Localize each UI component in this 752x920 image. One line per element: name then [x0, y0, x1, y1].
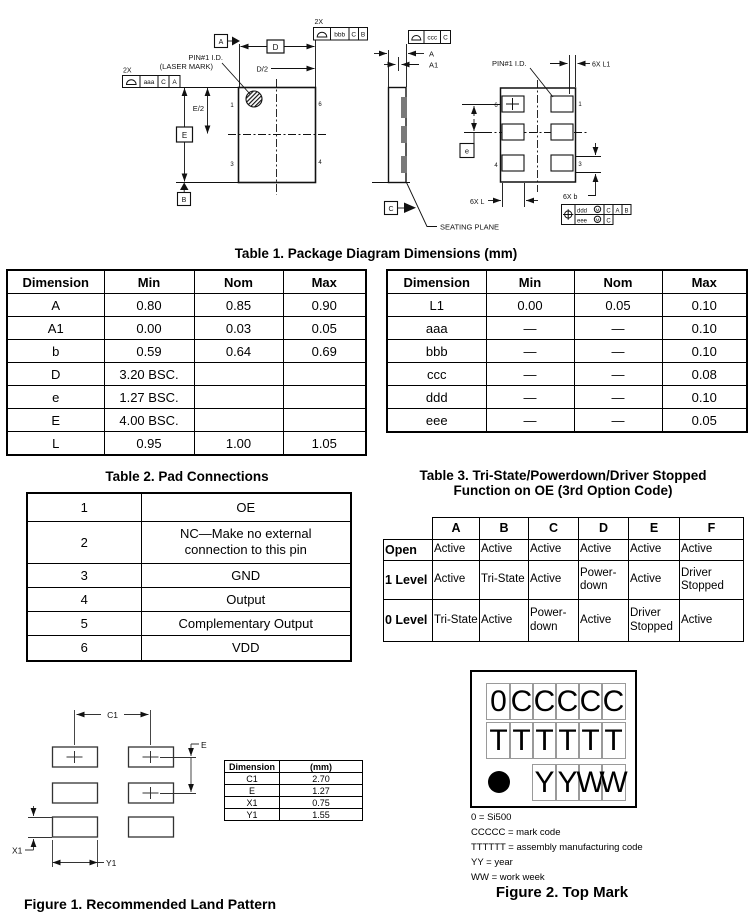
topmark-char: C [555, 683, 580, 720]
topmark-legend [471, 810, 643, 885]
topmark-char: T [555, 722, 580, 759]
laser-mark-label: (LASER MARK) [159, 62, 213, 71]
table-row: A 0.80 0.85 0.90 [7, 294, 366, 317]
table-row: D 3.20 BSC. [7, 363, 366, 386]
table-row: ccc — — 0.08 [387, 363, 747, 386]
table-row: 6 VDD [27, 635, 351, 661]
col-header: Dimension [387, 270, 486, 294]
col-header: Min [486, 270, 574, 294]
topmark-char: C [601, 683, 626, 720]
bottom-view [460, 55, 631, 225]
qty-2x-top: 2X [314, 19, 324, 26]
datum-a-label: A [218, 39, 224, 46]
dim-label-d: D [272, 43, 279, 52]
pin-number: 1 [578, 102, 582, 108]
dim-label-l1: 6X L1 [592, 61, 611, 69]
dim-label-e: E [181, 131, 188, 140]
datum-c-label: C [388, 206, 394, 213]
topmark-box [470, 670, 637, 808]
table-row: 1 OE [27, 493, 351, 521]
figure1-table [224, 760, 363, 821]
table-row: L 0.95 1.00 1.05 [7, 432, 366, 456]
pin-number: 3 [230, 162, 234, 168]
table-row: L1 0.00 0.05 0.10 [387, 294, 747, 317]
col-header: Dimension [7, 270, 104, 294]
fcf-top-tol: bbb [334, 31, 346, 39]
dim-label-e-half: E/2 [192, 104, 204, 113]
fcf-top-d1: C [351, 31, 357, 39]
table3-caption-line2: Function on OE (3rd Option Code) [453, 483, 673, 498]
pin1-id-mark [246, 91, 262, 107]
table3 [383, 517, 744, 642]
fcf-top-d2: B [360, 31, 366, 39]
topmark-char: W [601, 764, 626, 801]
topmark-char: C [509, 683, 534, 720]
pin-number: 4 [494, 163, 498, 169]
legend-line: WW = work week [471, 872, 545, 883]
table-row: X1 0.75 [225, 797, 363, 809]
topmark-char: W [578, 764, 603, 801]
datum-a-triangle [232, 37, 240, 46]
topmark-char: 0 [486, 683, 511, 720]
pin1-dot-icon [488, 771, 510, 793]
col-header: E [629, 518, 680, 540]
qty-2x-left: 2X [123, 67, 132, 75]
mmc-m: M [595, 208, 600, 214]
seating-plane-leader [407, 183, 438, 227]
seating-plane-label: SEATING PLANE [440, 222, 500, 232]
col-header: F [680, 518, 744, 540]
dim-label-l: 6X L [470, 199, 485, 206]
fcf-side-d1: C [443, 34, 448, 42]
package-drawings [0, 0, 752, 245]
table-row: Y1 1.55 [225, 809, 363, 821]
table2 [26, 492, 352, 662]
dim-label-b: 6X b [563, 194, 578, 201]
table-row: ddd — — 0.10 [387, 386, 747, 409]
fcf-pos-d3: B [624, 208, 629, 215]
table2-caption: Table 2. Pad Connections [105, 469, 269, 484]
topmark-char: T [578, 722, 603, 759]
table1-caption: Table 1. Package Diagram Dimensions (mm) [234, 246, 518, 261]
corner-blank [384, 518, 433, 540]
col-header: Nom [194, 270, 283, 294]
fcf-side-tol: ccc [427, 34, 438, 42]
legend-line: CCCCC = mark code [471, 827, 561, 838]
table-row: bbb — — 0.10 [387, 340, 747, 363]
topmark-char: C [532, 683, 557, 720]
dim-label-a1: A1 [429, 60, 439, 70]
datum-b-label: B [181, 197, 187, 204]
table-row: E 4.00 BSC. [7, 409, 366, 432]
fcf-left-d2: A [172, 79, 177, 86]
col-header: Min [104, 270, 194, 294]
fcf-pos-d1: C [606, 208, 611, 215]
fcf-left-tol: aaa [143, 79, 155, 86]
fcf-pos-tol2: eee [577, 218, 588, 225]
col-header: D [579, 518, 629, 540]
legend-line: TTTTTT = assembly manufacturing code [471, 842, 643, 853]
table-row: b 0.59 0.64 0.69 [7, 340, 366, 363]
top-view [123, 19, 368, 206]
table-row: Open Active Active Active Active Active Active [384, 540, 744, 561]
pin1-leader-line [222, 63, 250, 94]
pin-number: 6 [318, 102, 322, 108]
table-row: 2 NC—Make no external connection to this pin [27, 521, 351, 563]
topmark-char: Y [532, 764, 557, 801]
fcf-pos-d2: A [615, 208, 620, 215]
pin-number: 3 [578, 162, 582, 168]
dim-label-c1: C1 [107, 710, 118, 720]
figure1-caption: Figure 1. Recommended Land Pattern [23, 896, 277, 912]
col-header: Nom [574, 270, 662, 294]
dim-label-x1: X1 [12, 845, 23, 856]
pin1-leader-line [530, 68, 553, 97]
figure2-caption: Figure 2. Top Mark [495, 884, 629, 901]
pin1-id-label: PIN#1 I.D. [492, 59, 527, 68]
dim-label-y1: Y1 [106, 858, 117, 868]
legend-line: 0 = Si500 [471, 812, 512, 823]
dim-label-d-half: D/2 [256, 64, 268, 74]
datum-b-triangle [180, 183, 189, 191]
col-header: C [529, 518, 579, 540]
dim-label-a: A [429, 49, 435, 59]
col-header: Max [283, 270, 366, 294]
fcf-left-d1: C [161, 79, 166, 86]
dim-label-e-pitch: e [464, 146, 470, 156]
table-row: 5 Complementary Output [27, 611, 351, 635]
col-header: A [433, 518, 480, 540]
table1-right [386, 269, 748, 433]
table-row: e 1.27 BSC. [7, 386, 366, 409]
pin-number: 4 [318, 160, 322, 166]
table1-left [6, 269, 367, 456]
topmark-char: T [509, 722, 534, 759]
pin-number: 1 [230, 103, 234, 109]
table-row: 1 Level Active Tri-State Active Power-down Active Driver Stopped [384, 561, 744, 600]
dim-label-e: E [201, 740, 207, 750]
table-row: eee — — 0.05 [387, 409, 747, 433]
land-pads [53, 747, 174, 837]
col-header: (mm) [280, 761, 363, 773]
datum-c-triangle [404, 203, 416, 214]
side-pads [401, 97, 407, 173]
table-row: aaa — — 0.10 [387, 317, 747, 340]
topmark-char: T [601, 722, 626, 759]
table-row: A1 0.00 0.03 0.05 [7, 317, 366, 340]
table3-caption-line1: Table 3. Tri-State/Powerdown/Driver Stopped [419, 468, 707, 483]
col-header: B [480, 518, 529, 540]
table-row: 4 Output [27, 587, 351, 611]
extension-lines [389, 44, 407, 87]
legend-line: YY = year [471, 857, 513, 868]
table-row: 3 GND [27, 563, 351, 587]
pin-number: 6 [494, 103, 498, 109]
topmark-char: C [578, 683, 603, 720]
fcf-pos-d4: C [606, 218, 611, 225]
mmc-m: M [595, 218, 600, 224]
col-header: Dimension [225, 761, 280, 773]
table-row: C1 2.70 [225, 773, 363, 785]
topmark-char: Y [555, 764, 580, 801]
topmark-char: T [486, 722, 511, 759]
pad-center-crosses [67, 751, 159, 799]
topmark-char: T [532, 722, 557, 759]
pin1-id-label: PIN#1 I.D. [188, 53, 223, 62]
table-row: E 1.27 [225, 785, 363, 797]
fcf-pos-tol1: ddd [577, 208, 588, 215]
col-header: Max [662, 270, 747, 294]
table-row: 0 Level Tri-State Active Power-down Active Driver Stopped Active [384, 600, 744, 642]
